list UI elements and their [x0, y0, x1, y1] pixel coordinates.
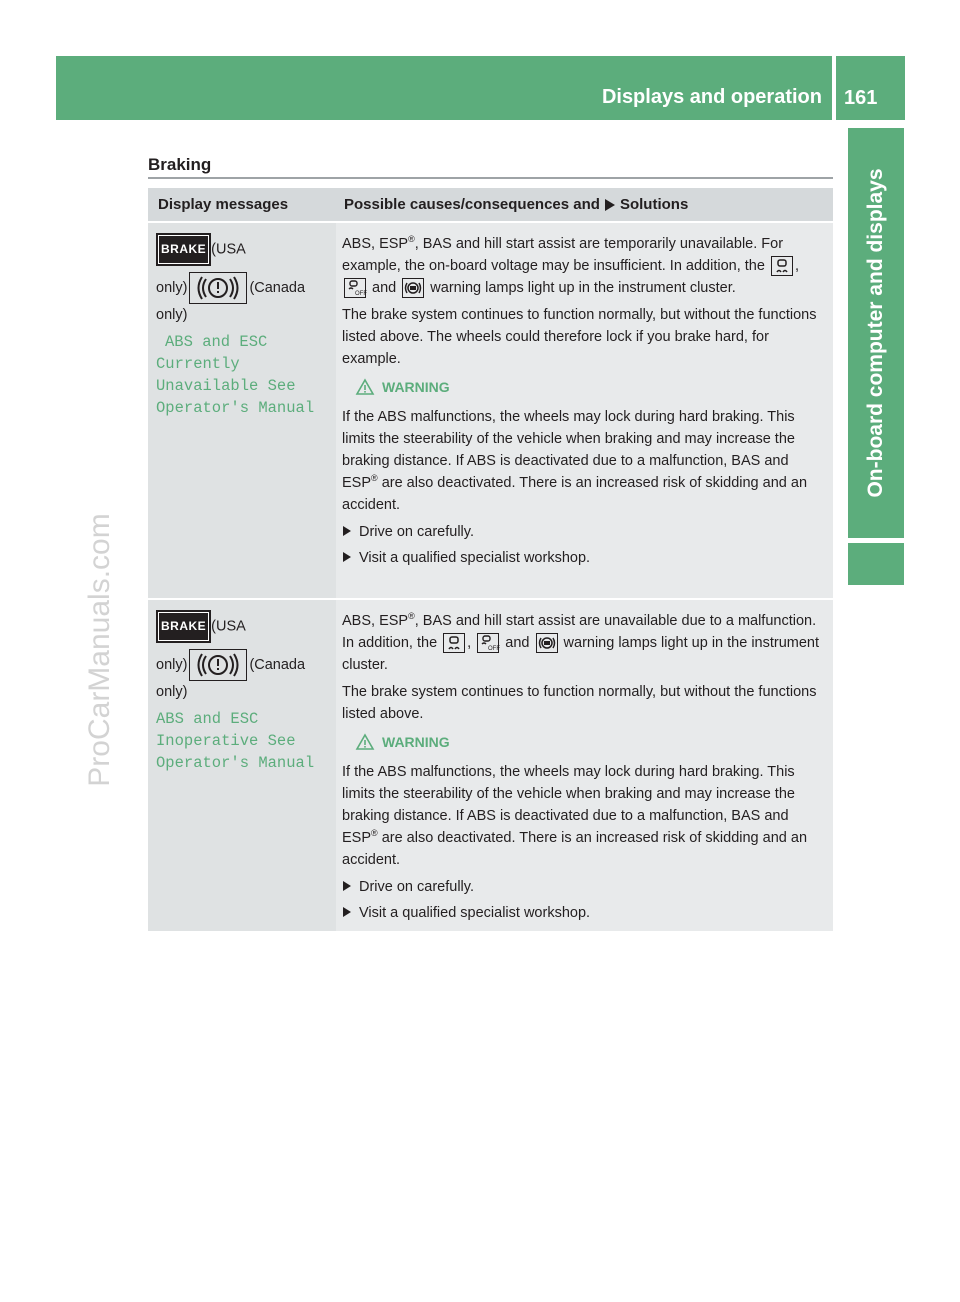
step-text: Visit a qualified specialist workshop. — [359, 550, 591, 566]
header-separator — [832, 56, 836, 120]
svg-text:OFF: OFF — [488, 646, 501, 653]
warning-text: are also deactivated. There is an increased risk of skidding and an accident. — [342, 475, 808, 513]
messages-table — [148, 188, 833, 933]
warning-triangle-icon — [356, 734, 374, 750]
display-message — [156, 331, 328, 419]
cause-paragraph: The brake system continues to function normally, but without the functions listed above. The wheels could therefore lock if you brake hard, for example. — [342, 307, 817, 367]
display-message — [156, 708, 328, 774]
arrow-icon — [605, 199, 615, 211]
esp-icon — [771, 256, 793, 276]
esp-off-icon — [344, 278, 366, 298]
col1-header: Display messages — [158, 196, 289, 213]
canada-only-label: only) — [156, 307, 188, 323]
registered-mark: ® — [371, 473, 378, 484]
warning-text: If the ABS malfunctions, the wheels may lock during hard braking. This limits the steerability of the vehicle when braking and may increase the braking distance. If ABS is deactivated due to a malfunction, BAS and ESP — [342, 409, 795, 491]
display-message-cell — [148, 223, 336, 598]
col2-header-suffix: Solutions — [619, 196, 689, 213]
display-message-line: ABS and ESC — [156, 710, 259, 728]
esp-off-icon — [477, 633, 499, 653]
page-number: 161 — [844, 87, 878, 109]
cause-paragraph: The brake system continues to function normally, but without the functions listed above. — [342, 684, 817, 722]
action-step — [342, 876, 828, 898]
header-title: Displays and operation — [601, 86, 822, 108]
canada-label: (Canada — [249, 656, 306, 673]
warning-heading — [356, 376, 828, 398]
cause-text: and — [372, 280, 397, 296]
abs-icon — [189, 649, 247, 681]
action-step — [342, 547, 828, 569]
usa-label: (USA — [211, 241, 246, 258]
warning-label: WARNING — [382, 734, 450, 750]
action-step — [342, 521, 828, 543]
cause-text: ABS, ESP — [342, 236, 409, 252]
display-message-cell — [148, 600, 336, 931]
arrow-icon — [343, 907, 351, 917]
warning-paragraph — [342, 761, 828, 871]
section-divider — [148, 177, 833, 179]
step-text: Drive on carefully. — [359, 524, 474, 540]
arrow-icon — [343, 526, 351, 536]
cause-text: warning lamps light up in the instrument cluster. — [342, 635, 820, 673]
display-message-line: Operator's Manual — [156, 754, 315, 772]
display-message-line: Currently — [156, 355, 240, 373]
esp-icon — [443, 633, 465, 653]
usa-only-label: only) — [156, 279, 188, 296]
cause-text: warning lamps light up in the instrument cluster. — [430, 280, 736, 296]
cause-text: , BAS and hill start assist are temporarily unavailable. For example, the on-board voltage may be insufficient. In addition, the — [342, 236, 784, 274]
action-step — [342, 902, 828, 924]
registered-mark: ® — [371, 828, 378, 839]
registered-mark: ® — [408, 611, 415, 622]
warning-label: WARNING — [382, 379, 450, 395]
table-row — [148, 223, 833, 600]
cause-text: , BAS and hill start assist are unavailable due to a malfunction. In addition, the — [342, 613, 817, 651]
cause-text: ABS, ESP — [342, 613, 409, 629]
cause-text: and — [505, 635, 530, 651]
comma: , — [467, 635, 472, 651]
side-tab-marker — [848, 543, 904, 585]
warning-triangle-icon — [356, 379, 374, 395]
comma: , — [794, 258, 799, 274]
table-row — [148, 600, 833, 933]
svg-text:OFF: OFF — [355, 291, 367, 298]
step-text: Drive on carefully. — [359, 879, 474, 895]
brake-badge: BRAKE — [156, 233, 211, 266]
arrow-icon — [343, 881, 351, 891]
brake-badge: BRAKE — [156, 610, 211, 643]
col2-header — [336, 188, 833, 221]
warning-text: If the ABS malfunctions, the wheels may lock during hard braking. This limits the steerability of the vehicle when braking and may increase the braking distance. If ABS is deactivated due to a malfunction, BAS and ESP — [342, 764, 795, 846]
causes-cell — [336, 223, 833, 598]
table-header — [148, 188, 833, 223]
section-title: Braking — [148, 155, 212, 174]
cause-paragraph — [342, 233, 828, 299]
abs-icon — [189, 272, 247, 304]
canada-only-label: only) — [156, 684, 188, 700]
usa-only-label: only) — [156, 656, 188, 673]
cause-paragraph — [342, 610, 828, 676]
abs-lamp-icon — [536, 633, 558, 653]
display-message-line: ABS and ESC — [165, 333, 268, 351]
registered-mark: ® — [408, 234, 415, 245]
abs-lamp-icon — [402, 278, 424, 298]
causes-cell — [336, 600, 833, 931]
watermark: ProCarManuals.com — [83, 513, 116, 787]
side-tab-label: On-board computer and displays — [864, 168, 887, 498]
canada-label: (Canada — [249, 279, 306, 296]
display-message-line: Operator's Manual — [156, 399, 315, 417]
warning-text: are also deactivated. There is an increased risk of skidding and an accident. — [342, 830, 808, 868]
display-message-line: Unavailable See — [156, 377, 296, 395]
step-text: Visit a qualified specialist workshop. — [359, 905, 591, 921]
col2-header-prefix: Possible causes/consequences and — [344, 196, 600, 213]
usa-label: (USA — [211, 618, 246, 635]
arrow-icon — [343, 552, 351, 562]
warning-paragraph — [342, 406, 828, 516]
display-message-line: Inoperative See — [156, 732, 296, 750]
warning-heading — [356, 731, 828, 753]
